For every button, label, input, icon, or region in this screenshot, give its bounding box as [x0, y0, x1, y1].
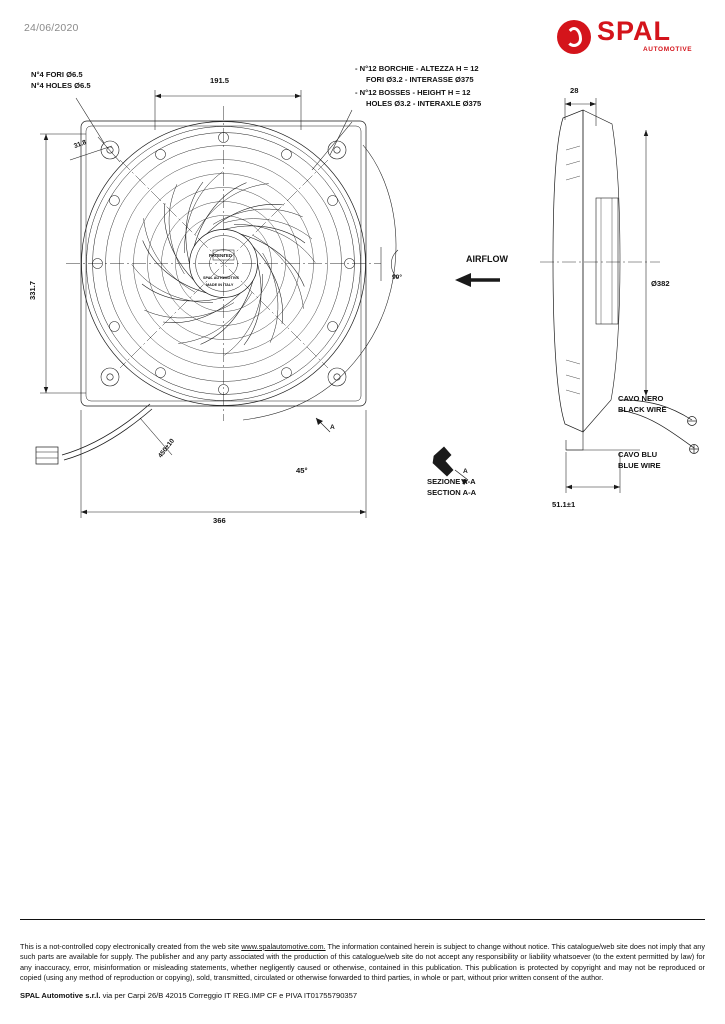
- label-section-it: SEZIONE A-A: [427, 477, 476, 486]
- label-dia-382: Ø382: [651, 279, 670, 288]
- label-holes-it: N°4 FORI Ø6.5: [31, 70, 83, 79]
- spal-logo-wordmark: SPAL: [597, 16, 672, 46]
- label-dim-331-7: 331.7: [28, 280, 37, 300]
- holes-leader: [76, 98, 104, 143]
- label-wire-black-en: BLACK WIRE: [618, 405, 667, 414]
- center-axes: [66, 106, 381, 421]
- company-address: via per Carpi 26/B 42015 Correggio IT REG.IMP CF e PIVA IT01755790357: [100, 991, 358, 1000]
- document-date: 24/06/2020: [24, 22, 79, 34]
- label-airflow: AIRFLOW: [466, 254, 508, 264]
- label-dim-366: 366: [213, 516, 226, 525]
- label-bosses-line4: HOLES Ø3.2 - INTERAXLE Ø375: [366, 99, 482, 108]
- label-wire-black-it: CAVO NERO: [618, 394, 664, 403]
- label-dim-450: 450±10: [157, 437, 177, 460]
- section-markers: [316, 418, 330, 432]
- wire-connector: [36, 447, 58, 464]
- label-holes-en: N°4 HOLES Ø6.5: [31, 81, 91, 90]
- label-section-mark-a-2: A: [463, 468, 468, 475]
- label-dim-191-5: 191.5: [210, 76, 230, 85]
- label-wire-blue-en: BLUE WIRE: [618, 461, 661, 470]
- bosses-leader: [312, 110, 352, 170]
- label-hub-mid: SPAL AUTOMOTIVE: [203, 276, 239, 280]
- company-name: SPAL Automotive s.r.l.: [20, 991, 101, 1000]
- label-hub-bottom: MADE IN ITALY: [206, 283, 234, 287]
- label-dim-31-8: 31.8: [72, 139, 88, 151]
- label-bosses-line2: FORI Ø3.2 - INTERASSE Ø375: [366, 75, 474, 84]
- label-bosses-line1: - N°12 BORCHIE - ALTEZZA H = 12: [355, 64, 479, 73]
- label-angle-90: 90°: [392, 274, 402, 281]
- wire-harness: [62, 404, 150, 455]
- airflow-reference-arc: [243, 145, 396, 420]
- dim-366: [81, 410, 366, 518]
- airflow-arrow: [455, 273, 500, 287]
- website-link[interactable]: www.spalautomotive.com.: [241, 941, 326, 951]
- spal-logo-subtitle: AUTOMOTIVE: [643, 46, 693, 53]
- label-dim-51-1: 51.1±1: [552, 500, 576, 509]
- label-section-mark-a-1: A: [330, 424, 335, 431]
- label-section-en: SECTION A-A: [427, 488, 477, 497]
- label-hub-top: PATENTED: [209, 253, 233, 258]
- disclaimer-text: [20, 942, 705, 984]
- label-bosses-line3: - N°12 BOSSES - HEIGHT H = 12: [355, 88, 471, 97]
- disclaimer-post: The information contained herein is subject to change without notice. This catalogue/web site does not imply that any such parts are available for supply. The publisher and any party associated with the production of this catalogue/web site do not accept any responsibility or liability whatsoever (to the extent permitted by law) for any inaccuracy, error, misinformation or misleading statements, whether negligently caused or otherwise, contained in this publication. This publication is protected by copyright and may not be reproduced or copied (using any method of reproduction or copying), sold, transmitted, circulated or otherwise forwarded to third parties, in whole or part, without prior written consent of the author.: [20, 941, 705, 983]
- label-wire-blue-it: CAVO BLU: [618, 450, 658, 459]
- dim-191-5: [155, 90, 301, 130]
- label-angle-45: 45°: [296, 466, 308, 475]
- disclaimer-pre: This is a not-controlled copy electronically created from the web site: [20, 941, 242, 951]
- label-dim-28: 28: [570, 86, 579, 95]
- footer-divider: [20, 919, 705, 920]
- side-view: [540, 98, 699, 493]
- company-line: [20, 991, 705, 1000]
